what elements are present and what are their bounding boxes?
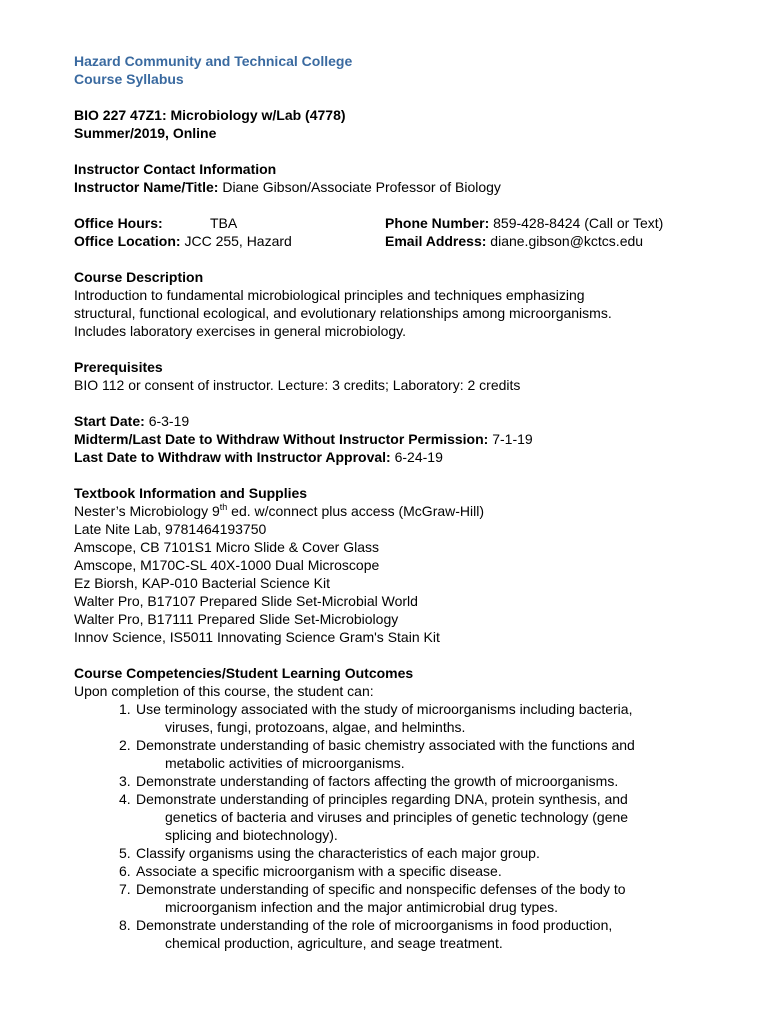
midterm-date-label: Midterm/Last Date to Withdraw Without Instructor Permission: — [74, 431, 489, 447]
office-location-value: JCC 255, Hazard — [184, 233, 292, 249]
outcomes-list — [74, 700, 714, 952]
course-title: BIO 227 47Z1: Microbiology w/Lab (4778) — [74, 107, 346, 123]
outcomes-intro: Upon completion of this course, the student can: — [74, 683, 374, 699]
outcome-text: metabolic activities of microorganisms. — [165, 755, 405, 771]
textbook-title: Nester’s Microbiology 9 — [74, 503, 220, 519]
course-term: Summer/2019, Online — [74, 125, 217, 141]
instructor-heading: Instructor Contact Information — [74, 161, 277, 177]
phone-label: Phone Number: — [385, 215, 490, 231]
outcome-number: 4. — [119, 791, 131, 807]
outcome-text: Classify organisms using the characteristics of each major group. — [136, 845, 540, 861]
outcome-item — [74, 862, 714, 880]
last-withdraw-value: 6-24-19 — [394, 449, 443, 465]
description-line: structural, functional ecological, and evolutionary relationships among microorganisms. — [74, 305, 612, 321]
outcome-text: genetics of bacteria and viruses and principles of genetic technology (gene — [165, 809, 629, 825]
supply-item: Amscope, CB 7101S1 Micro Slide & Cover Glass — [74, 539, 380, 555]
office-location-label: Office Location: — [74, 233, 181, 249]
supply-item: Ez Biorsh, KAP-010 Bacterial Science Kit — [74, 575, 331, 591]
prerequisites-text: BIO 112 or consent of instructor. Lecture: 3 credits; Laboratory: 2 credits — [74, 377, 521, 393]
email-value: diane.gibson@kctcs.edu — [490, 233, 644, 249]
outcome-text: Use terminology associated with the study of microorganisms including bacteria, — [136, 701, 633, 717]
outcome-text: Demonstrate understanding of factors affecting the growth of microorganisms. — [136, 773, 619, 789]
outcome-item — [74, 916, 714, 952]
outcome-number: 3. — [119, 773, 131, 789]
college-name: Hazard Community and Technical College — [74, 53, 353, 69]
supply-item: Innov Science, IS5011 Innovating Science Gram's Stain Kit — [74, 629, 440, 645]
description-heading: Course Description — [74, 269, 204, 285]
instructor-name-label: Instructor Name/Title: — [74, 179, 219, 195]
phone-line — [385, 214, 663, 232]
textbook-edition: ed. w/connect plus access (McGraw-Hill) — [227, 503, 485, 519]
outcome-text: splicing and biotechnology). — [165, 827, 338, 843]
outcome-text: chemical production, agriculture, and seage treatment. — [165, 935, 503, 951]
outcome-text: Demonstrate understanding of principles regarding DNA, protein synthesis, and — [136, 791, 628, 807]
textbook-heading: Textbook Information and Supplies — [74, 485, 308, 501]
textbook-item — [74, 502, 714, 520]
office-hours-label: Office Hours: — [74, 215, 163, 231]
outcome-item — [74, 700, 714, 736]
start-date-value: 6-3-19 — [148, 413, 190, 429]
outcome-item — [74, 880, 714, 916]
edition-superscript: th — [219, 502, 228, 512]
supply-item: Walter Pro, B17107 Prepared Slide Set-Microbial World — [74, 593, 418, 609]
instructor-name-value: Diane Gibson/Associate Professor of Biology — [222, 179, 501, 195]
outcome-text: Associate a specific microorganism with a specific disease. — [136, 863, 502, 879]
outcomes-heading: Course Competencies/Student Learning Outcomes — [74, 665, 414, 681]
instructor-name-line — [74, 178, 714, 196]
midterm-date-value: 7-1-19 — [492, 431, 533, 447]
last-withdraw-label: Last Date to Withdraw with Instructor Approval: — [74, 449, 391, 465]
outcome-number: 7. — [119, 881, 131, 897]
outcome-text: microorganism infection and the major antimicrobial drug types. — [165, 899, 558, 915]
description-line: Includes laboratory exercises in general microbiology. — [74, 323, 407, 339]
email-label: Email Address: — [385, 233, 487, 249]
supply-item: Walter Pro, B17111 Prepared Slide Set-Microbiology — [74, 611, 399, 627]
outcome-item — [74, 736, 714, 772]
outcome-item — [74, 790, 714, 844]
description-line: Introduction to fundamental microbiological principles and techniques emphasizing — [74, 287, 585, 303]
start-date-line — [74, 412, 714, 430]
outcome-number: 8. — [119, 917, 131, 933]
office-hours-value: TBA — [210, 215, 238, 231]
outcome-text: Demonstrate understanding of basic chemistry associated with the functions and — [136, 737, 635, 753]
outcome-number: 2. — [119, 737, 131, 753]
office-hours-row — [74, 214, 714, 232]
document-type: Course Syllabus — [74, 71, 184, 87]
outcome-number: 1. — [119, 701, 131, 717]
outcome-text: Demonstrate understanding of specific and nonspecific defenses of the body to — [136, 881, 626, 897]
outcome-item — [74, 772, 714, 790]
outcome-number: 6. — [119, 863, 131, 879]
email-line — [385, 232, 643, 250]
supply-item: Late Nite Lab, 9781464193750 — [74, 521, 267, 537]
office-location-row — [74, 232, 714, 250]
supply-item: Amscope, M170C-SL 40X-1000 Dual Microscope — [74, 557, 380, 573]
outcome-number: 5. — [119, 845, 131, 861]
prerequisites-heading: Prerequisites — [74, 359, 163, 375]
syllabus-page — [74, 52, 714, 952]
midterm-date-line — [74, 430, 714, 448]
phone-value: 859-428-8424 (Call or Text) — [493, 215, 664, 231]
last-withdraw-line — [74, 448, 714, 466]
outcome-item — [74, 844, 714, 862]
outcome-text: Demonstrate understanding of the role of microorganisms in food production, — [136, 917, 613, 933]
start-date-label: Start Date: — [74, 413, 145, 429]
outcome-text: viruses, fungi, protozoans, algae, and helminths. — [165, 719, 466, 735]
